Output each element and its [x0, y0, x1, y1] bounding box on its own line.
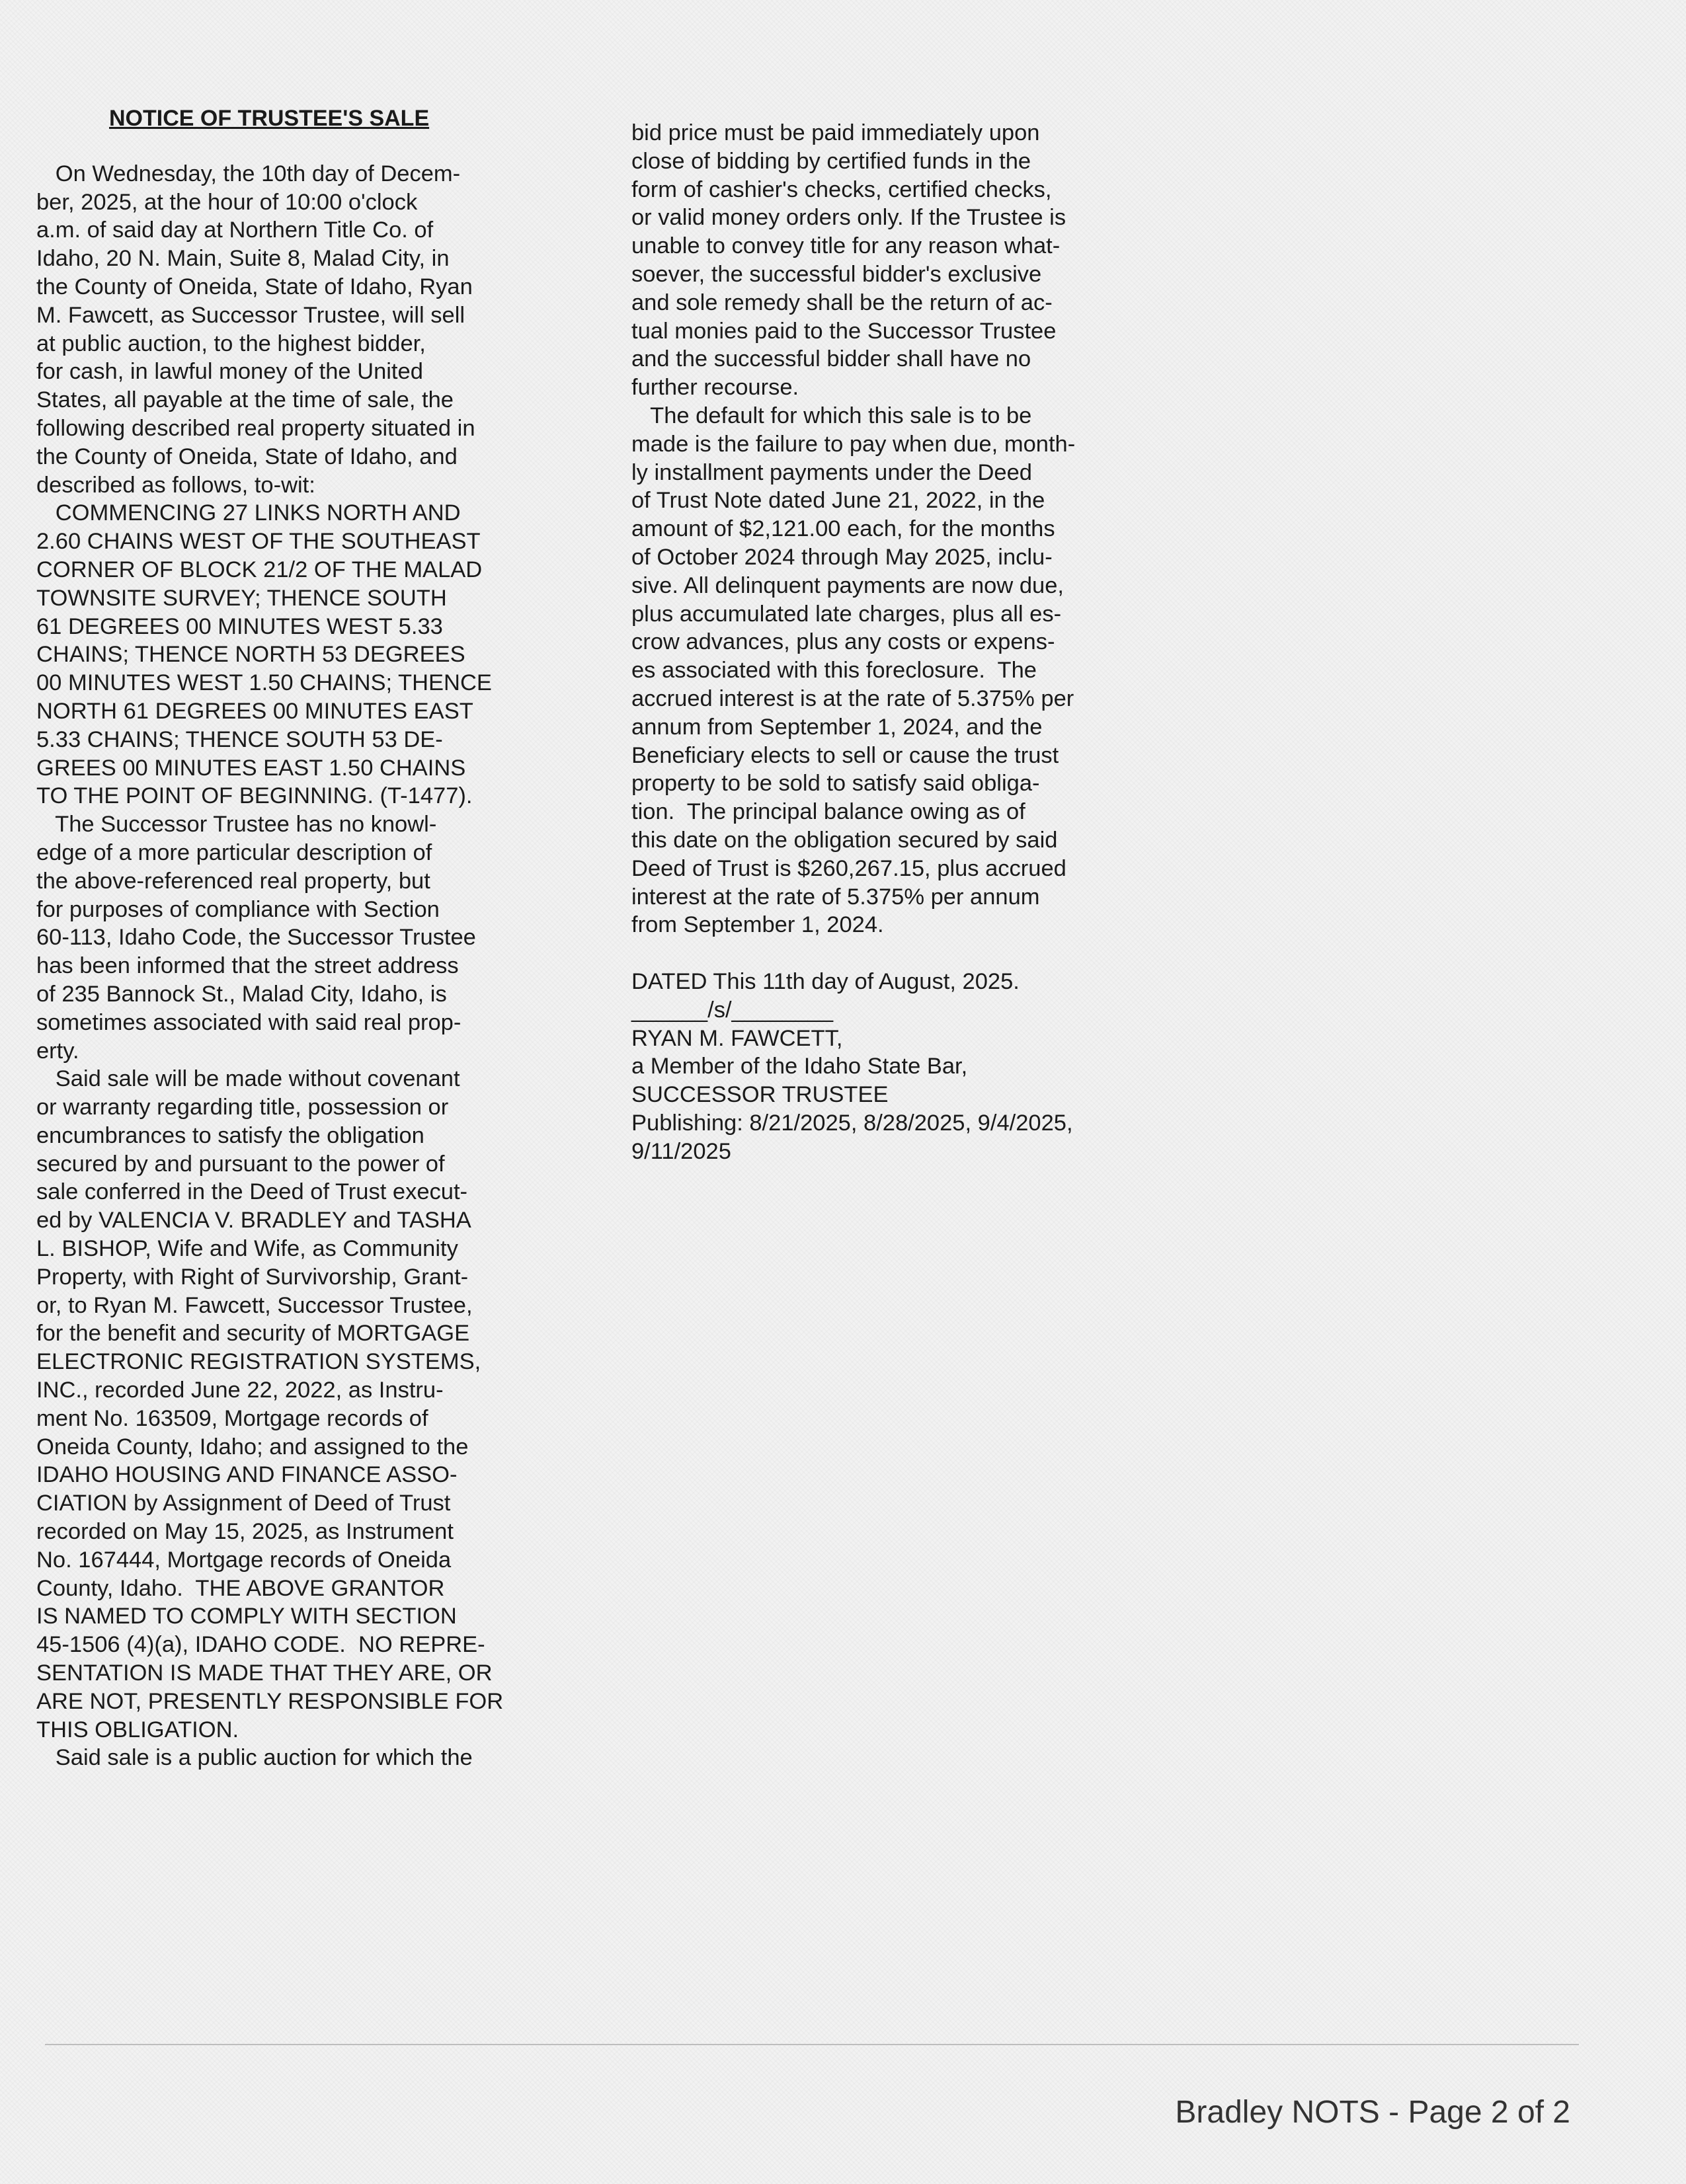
notice-text-line: form of cashier's checks, certified checks,	[631, 176, 1052, 202]
footer-divider	[45, 2044, 1579, 2045]
notice-text-line: NORTH 61 DEGREES 00 MINUTES EAST	[36, 698, 473, 724]
notice-text-line: described as follows, to-wit:	[36, 472, 315, 498]
notice-text-line: INC., recorded June 22, 2022, as Instru-	[36, 1378, 444, 1403]
notice-text-line: 2.60 CHAINS WEST OF THE SOUTHEAST	[36, 529, 481, 555]
notice-text-line: GREES 00 MINUTES EAST 1.50 CHAINS	[36, 755, 466, 781]
notice-text-line: a.m. of said day at Northern Title Co. of	[36, 217, 434, 243]
signature-line: 9/11/2025	[631, 1138, 731, 1164]
notice-text-line: ELECTRONIC REGISTRATION SYSTEMS,	[36, 1349, 481, 1375]
notice-text-line: COMMENCING 27 LINKS NORTH AND	[36, 500, 461, 526]
notice-text-line: Deed of Trust is $260,267.15, plus accrued	[631, 855, 1066, 881]
notice-text-line: recorded on May 15, 2025, as Instrument	[36, 1519, 454, 1545]
signature-line: SUCCESSOR TRUSTEE	[631, 1082, 889, 1108]
notice-text-line: sometimes associated with said real prop-	[36, 1009, 462, 1035]
notice-text-line: M. Fawcett, as Successor Trustee, will sell	[36, 302, 465, 328]
notice-text-line: or, to Ryan M. Fawcett, Successor Trustee,	[36, 1292, 473, 1318]
notice-text-line: 61 DEGREES 00 MINUTES WEST 5.33	[36, 613, 443, 639]
notice-text-line: CHAINS; THENCE NORTH 53 DEGREES	[36, 642, 465, 668]
notice-text-line: or valid money orders only. If the Trustee is	[631, 205, 1066, 231]
notice-text-line: THIS OBLIGATION.	[36, 1717, 239, 1742]
notice-text-line: TO THE POINT OF BEGINNING. (T-1477).	[36, 783, 473, 809]
notice-text-line: plus accumulated late charges, plus all es-	[631, 601, 1062, 627]
notice-text-line: or warranty regarding title, possession or	[36, 1095, 449, 1120]
notice-text-line: has been informed that the street address	[36, 953, 459, 979]
notice-text-line: for purposes of compliance with Section	[36, 896, 440, 922]
notice-text-line: ly installment payments under the Deed	[631, 459, 1032, 485]
notice-text-line: CORNER OF BLOCK 21/2 OF THE MALAD	[36, 557, 483, 582]
notice-text-line: tion. The principal balance owing as of	[631, 799, 1025, 825]
notice-text-line: and the successful bidder shall have no	[631, 346, 1031, 372]
right-column	[631, 119, 1107, 1165]
notice-text-line: 45-1506 (4)(a), IDAHO CODE. NO REPRE-	[36, 1632, 485, 1658]
notice-text-line: crow advances, plus any costs or expens-	[631, 629, 1055, 655]
notice-text-line: The Successor Trustee has no knowl-	[36, 812, 437, 838]
notice-text-line: made is the failure to pay when due, month-	[631, 431, 1076, 457]
notice-text-line: 60-113, Idaho Code, the Successor Trustee	[36, 925, 476, 951]
notice-text-line: IS NAMED TO COMPLY WITH SECTION	[36, 1604, 457, 1629]
notice-text-line: this date on the obligation secured by said	[631, 827, 1058, 853]
notice-text-line: Property, with Right of Survivorship, Grant-	[36, 1264, 469, 1290]
notice-text-line: for the benefit and security of MORTGAGE	[36, 1321, 470, 1346]
notice-text-line: at public auction, to the highest bidder,	[36, 331, 426, 356]
notice-text-line: property to be sold to satisfy said obliga-	[631, 771, 1040, 797]
notice-text-line: ed by VALENCIA V. BRADLEY and TASHA	[36, 1208, 471, 1233]
notice-text-line: annum from September 1, 2024, and the	[631, 714, 1043, 740]
notice-text-line: the above-referenced real property, but	[36, 868, 430, 894]
notice-text-line: soever, the successful bidder's exclusive	[631, 261, 1042, 287]
signature-line: DATED This 11th day of August, 2025.	[631, 968, 1020, 994]
notice-text-line: ment No. 163509, Mortgage records of	[36, 1405, 428, 1431]
notice-text-line: 00 MINUTES WEST 1.50 CHAINS; THENCE	[36, 670, 492, 696]
notice-text-line: Said sale is a public auction for which the	[36, 1745, 473, 1771]
left-column-text	[36, 160, 512, 1772]
notice-text-line: No. 167444, Mortgage records of Oneida	[36, 1547, 452, 1573]
paragraph-gap	[631, 939, 1107, 968]
notice-text-line: bid price must be paid immediately upon	[631, 120, 1040, 145]
notice-text-line: close of bidding by certified funds in the	[631, 148, 1031, 174]
notice-text-line: the County of Oneida, State of Idaho, Ryan	[36, 274, 473, 299]
notice-text-line: Said sale will be made without covenant	[36, 1066, 460, 1092]
notice-text-line: sive. All delinquent payments are now due,	[631, 572, 1064, 598]
notice-text-line: On Wednesday, the 10th day of Decem-	[36, 161, 461, 186]
notice-text-line: tual monies paid to the Successor Trustee	[631, 318, 1057, 344]
notice-text-line: ber, 2025, at the hour of 10:00 o'clock	[36, 189, 418, 215]
signature-line: ______/s/________	[631, 997, 834, 1023]
notice-text-line: IDAHO HOUSING AND FINANCE ASSO-	[36, 1462, 458, 1488]
notice-text-line: from September 1, 2024.	[631, 912, 884, 938]
notice-text-line: secured by and pursuant to the power of	[36, 1151, 445, 1177]
notice-text-line: of Trust Note dated June 21, 2022, in the	[631, 488, 1045, 514]
notice-text-line: further recourse.	[631, 375, 799, 401]
notice-title: NOTICE OF TRUSTEE'S SALE	[109, 106, 430, 131]
notice-text-line: for cash, in lawful money of the United	[36, 359, 423, 385]
signature-line: a Member of the Idaho State Bar,	[631, 1054, 968, 1079]
notice-text-line: Oneida County, Idaho; and assigned to the	[36, 1434, 469, 1460]
notice-text-line: County, Idaho. THE ABOVE GRANTOR	[36, 1575, 445, 1601]
signature-line: RYAN M. FAWCETT,	[631, 1025, 843, 1051]
signature-block	[631, 968, 1107, 1166]
page-footer-label: Bradley NOTS - Page 2 of 2	[1175, 2095, 1570, 2130]
notice-text-line: L. BISHOP, Wife and Wife, as Community	[36, 1236, 458, 1262]
notice-text-line: Idaho, 20 N. Main, Suite 8, Malad City, in	[36, 246, 450, 272]
notice-text-line: amount of $2,121.00 each, for the months	[631, 516, 1055, 542]
notice-text-line: 5.33 CHAINS; THENCE SOUTH 53 DE-	[36, 726, 443, 752]
notice-text-line: interest at the rate of 5.375% per annum	[631, 884, 1040, 910]
notice-text-line: accrued interest is at the rate of 5.375% per	[631, 685, 1074, 711]
notice-text-line: ARE NOT, PRESENTLY RESPONSIBLE FOR	[36, 1688, 504, 1714]
notice-text-line: unable to convey title for any reason what-	[631, 233, 1061, 259]
notice-text-line: and sole remedy shall be the return of ac-	[631, 290, 1053, 315]
notice-text-line: of 235 Bannock St., Malad City, Idaho, is	[36, 981, 447, 1007]
notice-text-line: the County of Oneida, State of Idaho, and	[36, 444, 458, 469]
right-column-text	[631, 119, 1107, 939]
notice-text-line: following described real property situated in	[36, 415, 475, 441]
notice-text-line: edge of a more particular description of	[36, 839, 432, 865]
left-column	[36, 104, 512, 1772]
notice-text-line: TOWNSITE SURVEY; THENCE SOUTH	[36, 585, 447, 611]
notice-text-line: erty.	[36, 1038, 79, 1064]
notice-text-line: CIATION by Assignment of Deed of Trust	[36, 1491, 451, 1516]
notice-text-line: sale conferred in the Deed of Trust execut-	[36, 1179, 468, 1205]
notice-text-line: of October 2024 through May 2025, inclu-	[631, 544, 1053, 570]
notice-text-line: encumbrances to satisfy the obligation	[36, 1122, 424, 1148]
signature-line: Publishing: 8/21/2025, 8/28/2025, 9/4/2025,	[631, 1110, 1073, 1136]
notice-text-line: SENTATION IS MADE THAT THEY ARE, OR	[36, 1660, 493, 1686]
notice-text-line: es associated with this foreclosure. The	[631, 658, 1037, 683]
notice-text-line: Beneficiary elects to sell or cause the trust	[631, 742, 1059, 768]
notice-text-line: States, all payable at the time of sale, the	[36, 387, 454, 413]
notice-text-line: The default for which this sale is to be	[631, 403, 1032, 428]
